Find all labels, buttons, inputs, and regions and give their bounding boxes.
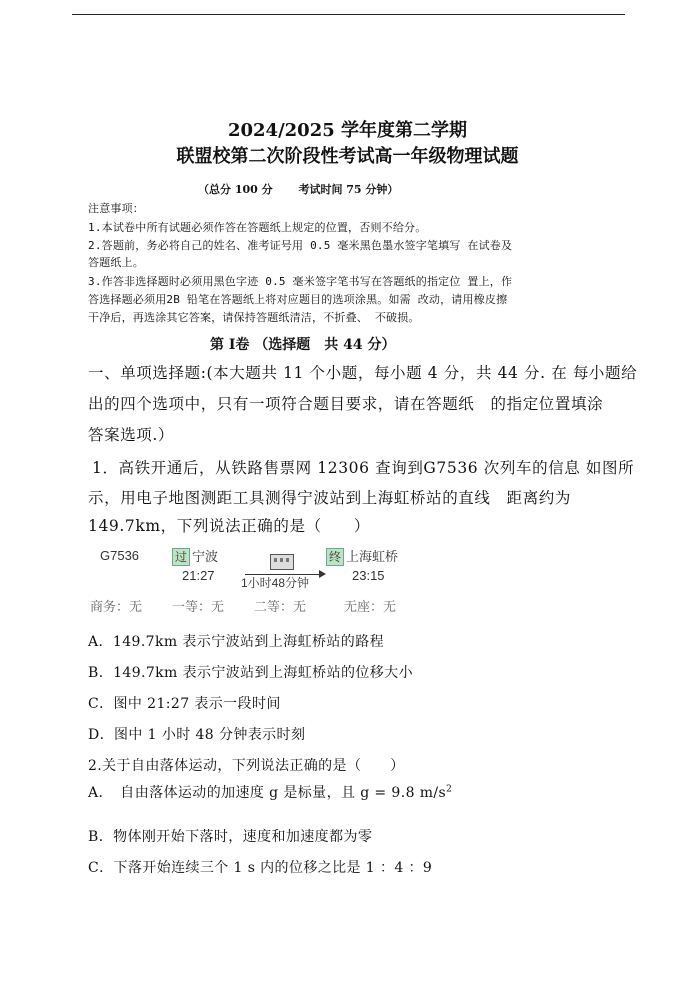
q1-option-c: C．图中 21:27 表示一段时间 (88, 696, 281, 712)
note-1: 1.本试卷中所有试题必须作答在答题纸上规定的位置，否则不给分。 (88, 221, 427, 234)
q1-option-d: D．图中 1 小时 48 分钟表示时刻 (88, 727, 306, 743)
seat-second: 二等：无 (254, 599, 307, 614)
section-intro-line-2: 出的四个选项中，只有一项符合题目要求，请在答题纸 的指定位置填涂 (88, 395, 604, 413)
q1-option-a: A．149.7km 表示宁波站到上海虹桥站的路程 (88, 634, 384, 650)
q2-option-a-text: A． 自由落体运动的加速度 g 是标量，且 g = 9.8 m/s (88, 785, 447, 801)
section-intro-line-3: 答案选项.） (88, 426, 175, 444)
section-title: 第 I卷 （选择题 共 44 分） (210, 337, 396, 353)
q2-option-a-exponent: 2 (446, 784, 453, 795)
departure-time: 21:27 (182, 568, 215, 583)
q1-stem-line-3: 149.7km，下列说法正确的是（ ） (88, 517, 370, 535)
route-arrow-line (245, 574, 321, 575)
seat-standing: 无座：无 (344, 599, 397, 614)
train-number: G7536 (100, 548, 140, 563)
title-line-2: 联盟校第二次阶段性考试高一年级物理试题 (176, 146, 519, 167)
arrival-time: 23:15 (352, 568, 385, 583)
pass-badge: 过 (172, 548, 190, 566)
travel-duration: 1小时48分钟 (241, 576, 310, 590)
section-intro-line-1: 一、单项选择题:(本大题共 11 个小题，每小题 4 分，共 44 分. 在 每小题给 (88, 364, 638, 382)
route-arrow-icon (319, 570, 326, 578)
arrival-station (326, 546, 398, 566)
note-3-line-2: 答选择题必须用2B 铅笔在答题纸上将对应题目的选项涂黑。如需 改动，请用橡皮擦 (88, 293, 508, 306)
notes-heading: 注意事项： (88, 202, 144, 215)
q1-stem-line-1: 1．高铁开通后，从铁路售票网 12306 查询到G7536 次列车的信息 如图所 (92, 459, 635, 477)
q2-option-b: B．物体刚开始下落时，速度和加速度都为零 (88, 829, 373, 845)
title-line-1: 2024/2025 学年度第二学期 (227, 120, 468, 141)
terminal-badge: 终 (326, 548, 344, 566)
seat-business: 商务：无 (90, 599, 143, 614)
note-2-line-2: 答题纸上。 (88, 256, 144, 269)
train-ticket-figure (86, 540, 416, 618)
departure-station (172, 546, 218, 566)
header-rule (72, 14, 625, 15)
q1-option-b: B．149.7km 表示宁波站到上海虹桥站的位移大小 (88, 665, 413, 681)
exam-info: （总分 100 分 考试时间 75 分钟） (198, 183, 399, 196)
train-icon (270, 554, 294, 570)
departure-station-name: 宁波 (192, 549, 219, 564)
q1-stem-line-2: 示，用电子地图测距工具测得宁波站到上海虹桥站的直线 距离约为 (88, 489, 572, 507)
q2-stem: 2.关于自由落体运动，下列说法正确的是（ ） (88, 758, 405, 774)
note-3-line-3: 干净后，再选涂其它答案，请保持答题纸清洁，不折叠、 不破损。 (88, 311, 420, 324)
q2-option-a (88, 782, 452, 802)
seat-first: 一等：无 (172, 599, 225, 614)
arrival-station-name: 上海虹桥 (346, 549, 399, 564)
q2-option-c: C．下落开始连续三个 1 s 内的位移之比是 1 ：4 ：9 (88, 860, 433, 876)
note-3-line-1: 3.作答非选择题时必须用黑色字迹 0.5 毫米签字笔书写在答题纸的指定位 置上，作 (88, 275, 513, 288)
note-2-line-1: 2.答题前，务必将自己的姓名、准考证号用 0.5 毫米黑色墨水签字笔填写 在试卷及 (88, 239, 513, 252)
